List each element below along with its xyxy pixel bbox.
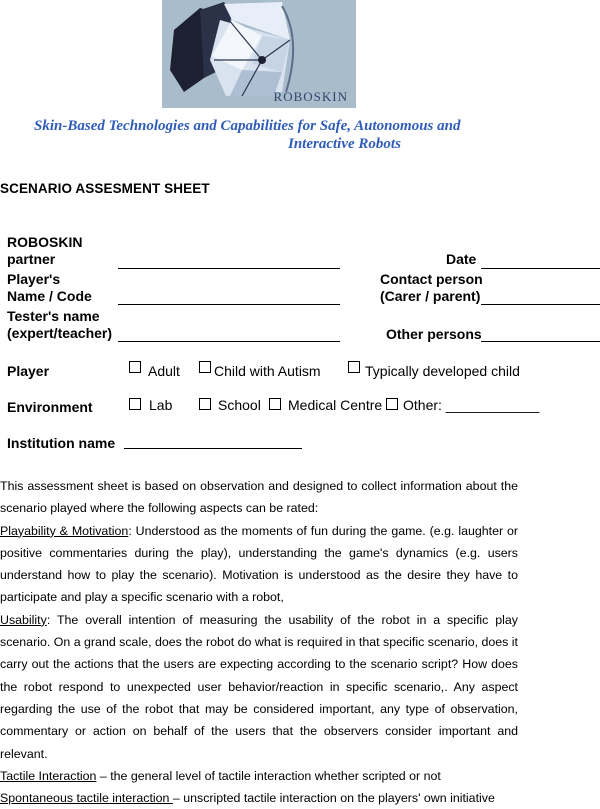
logo-text: ROBOSKIN: [273, 89, 348, 104]
other-persons-field[interactable]: [481, 341, 600, 342]
adult-option-label: Adult: [148, 363, 180, 379]
usability-term: Usability: [0, 612, 47, 627]
medical-centre-option-label: Medical Centre: [288, 397, 383, 413]
player-type-label: Player: [7, 363, 50, 379]
body-text: [0, 475, 518, 809]
medical-centre-checkbox[interactable]: [269, 398, 281, 410]
player-name-field[interactable]: [118, 304, 340, 305]
lab-option-label: Lab: [149, 397, 173, 413]
intro-paragraph: This assessment sheet is based on observation and designed to collect information about the scenario played where the following aspects can be rated:: [0, 479, 518, 516]
date-label: Date: [446, 251, 477, 267]
spontaneous-term: Spontaneous tactile interaction: [0, 791, 173, 806]
usability-paragraph: [0, 609, 518, 765]
institution-field[interactable]: [124, 448, 302, 449]
playability-text: : Understood as the moments of fun during the game. (e.g. laughter or positive commentaries during the play), understanding the game's dynamics (e.g. users understand how to play the scenario). Motivation is understood as the desire they have to participate and play a specific scenario with a robot,: [0, 523, 519, 605]
playability-paragraph: [0, 520, 518, 609]
environment-label: Environment: [7, 399, 93, 415]
roboskin-logo: [162, 0, 356, 108]
other-environment-option-label: Other: ____________: [403, 397, 540, 413]
date-field[interactable]: [481, 268, 600, 269]
child-autism-option-label: Child with Autism: [214, 363, 321, 379]
player-name-label: Player's Name / Code: [7, 271, 92, 304]
tester-name-label: Tester's name (expert/teacher): [7, 308, 113, 341]
school-option-label: School: [218, 397, 261, 413]
spontaneous-paragraph: [0, 787, 518, 809]
usability-text: : The overall intention of measuring the usability of the robot in a specific play scenario. On a grand scale, does the robot do what is required in that specific scenario, does it carry out the actions that the users are expecting according to the scenario script? How does the robot respond to unexpected user behavior/reaction in specific scenario,. Any aspect regarding the use of the robot that may be considered important, any type of observation, commentary or action on behalf of the users that the observers consider important and relevant.: [0, 612, 518, 761]
school-checkbox[interactable]: [199, 398, 211, 410]
playability-term: Playability & Motivation: [0, 523, 129, 538]
child-autism-checkbox[interactable]: [199, 361, 211, 373]
tactile-text: – the general level of tactile interaction whether scripted or not: [96, 768, 441, 783]
typical-child-checkbox[interactable]: [348, 361, 360, 373]
project-subtitle-line-2: Interactive Robots: [288, 136, 401, 152]
contact-person-field[interactable]: [481, 304, 600, 305]
lab-checkbox[interactable]: [129, 398, 141, 410]
typical-child-option-label: Typically developed child: [365, 363, 520, 379]
tactile-paragraph: [0, 765, 518, 787]
institution-label: Institution name: [7, 435, 116, 451]
tester-name-field[interactable]: [118, 341, 340, 342]
spontaneous-text: – unscripted tactile interaction on the players' own initiative: [172, 791, 495, 806]
adult-checkbox[interactable]: [129, 361, 141, 373]
project-subtitle-line-1: Skin-Based Technologies and Capabilities for Safe, Autonomous and: [34, 118, 461, 134]
sheet-title: SCENARIO ASSESMENT SHEET: [0, 181, 210, 196]
contact-person-label: Contact person (Carer / parent): [380, 271, 483, 304]
tactile-term: Tactile Interaction: [0, 768, 97, 783]
partner-label: ROBOSKIN partner: [7, 234, 83, 267]
partner-field[interactable]: [118, 268, 340, 269]
other-persons-label: Other persons: [386, 326, 482, 342]
other-environment-checkbox[interactable]: [386, 398, 398, 410]
